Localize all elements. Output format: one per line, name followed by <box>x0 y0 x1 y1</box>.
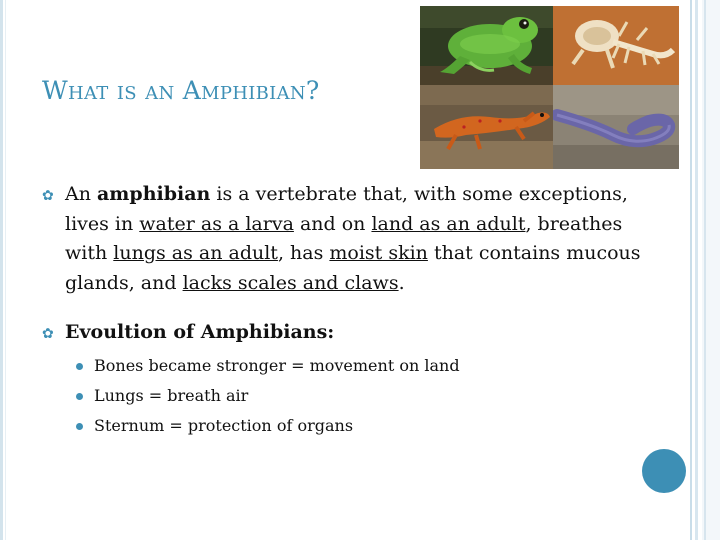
decorative-circle <box>642 449 686 493</box>
orange-newt-photo <box>420 85 553 169</box>
amphibian-photo-collage <box>420 6 679 169</box>
definition-text: An amphibian is a vertebrate that, with some exceptions, lives in water as a larva and on land as an adult, breathes with lungs as an adult, has moist skin that contains mucous glands, and lacks scales and claws. <box>65 183 641 294</box>
key-phrase: water as a larva <box>139 212 294 235</box>
list-item: Lungs = breath air <box>76 381 642 411</box>
bullet-dot-icon <box>76 423 83 430</box>
definition-bullet <box>42 180 642 298</box>
frame-left-line <box>0 0 3 540</box>
list-item: Sternum = protection of organs <box>76 411 642 441</box>
list-item: Bones became stronger = movement on land <box>76 351 642 381</box>
key-phrase: land as an adult <box>371 212 526 235</box>
caecilian-photo <box>553 85 679 169</box>
fossil-skeleton-photo <box>553 6 679 85</box>
flower-bullet-icon: ✿ <box>42 326 54 342</box>
slide-title: What is an Amphibian? <box>42 76 320 105</box>
evolution-list <box>42 351 642 441</box>
key-phrase: lungs as an adult <box>113 242 278 264</box>
key-phrase: lacks scales and claws <box>182 271 399 294</box>
frame-right-line <box>695 0 698 540</box>
key-phrase: moist skin <box>329 242 428 264</box>
flower-bullet-icon: ✿ <box>42 188 54 204</box>
slide-body <box>42 180 642 441</box>
bullet-dot-icon <box>76 393 83 400</box>
evolution-heading: Evoultion of Amphibians: <box>65 321 335 343</box>
evolution-bullet <box>42 318 642 348</box>
frame-left-thin-line <box>5 0 6 540</box>
term-amphibian: amphibian <box>97 183 211 205</box>
tree-frog-photo <box>420 6 553 85</box>
bullet-dot-icon <box>76 363 83 370</box>
frame-right-line <box>704 0 706 540</box>
frame-right-line <box>690 0 692 540</box>
